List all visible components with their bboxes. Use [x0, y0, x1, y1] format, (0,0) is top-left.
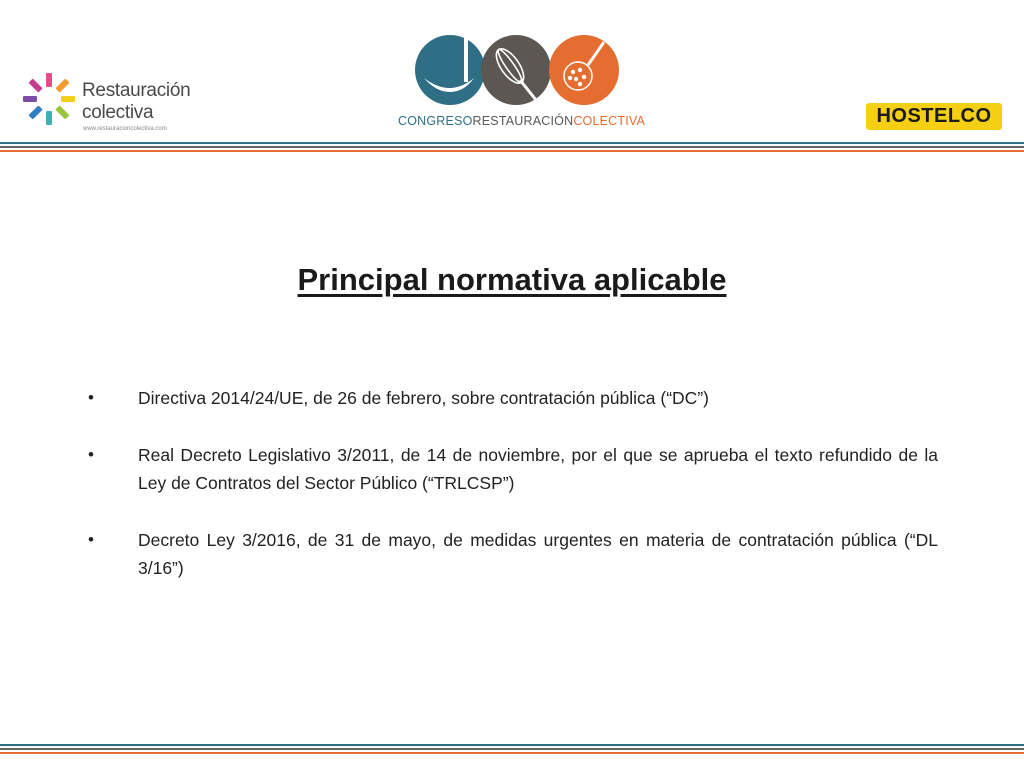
bullet-dot: • — [88, 445, 94, 464]
congreso-logo — [390, 28, 650, 132]
wordmark-part3: COLECTIVA — [573, 114, 646, 128]
logo-url: www.restauracioncolectiva.com — [83, 126, 167, 132]
congreso-circles — [412, 32, 628, 112]
bullet-item — [88, 526, 938, 582]
bullet-text: Directiva 2014/24/UE, de 26 de febrero, sobre contratación pública (“DC”) — [138, 388, 709, 408]
bullet-text: Real Decreto Legislativo 3/2011, de 14 de noviembre, por el que se aprueba el texto refundido de la Ley de Contratos del Sector Público (“TRLCSP”) — [138, 445, 938, 493]
ladle-icon — [415, 35, 485, 105]
bullet-item — [88, 441, 938, 497]
wordmark-part2: RESTAURACIÓN — [472, 114, 574, 128]
skimmer-icon — [549, 35, 619, 105]
restauracion-colectiva-logo — [20, 68, 191, 132]
logo-text-line1: Restauración — [82, 80, 191, 101]
bullet-dot: • — [88, 388, 94, 407]
congreso-wordmark — [398, 114, 645, 128]
bullet-item — [88, 384, 938, 412]
flower-icon — [20, 70, 78, 128]
whisk-icon — [481, 35, 551, 105]
slide-header — [0, 0, 1024, 160]
bottom-divider-stripes — [0, 744, 1024, 756]
top-divider-stripes — [0, 142, 1024, 154]
bullet-dot: • — [88, 530, 94, 549]
logo-text-line2: colectiva — [82, 102, 154, 123]
wordmark-part1: CONGRESO — [398, 114, 473, 128]
hostelco-logo: HOSTELCO — [866, 103, 1002, 130]
bullet-list — [88, 384, 938, 611]
bullet-text: Decreto Ley 3/2016, de 31 de mayo, de medidas urgentes en materia de contratación pública (“DL 3/16”) — [138, 530, 938, 578]
slide-title: Principal normativa aplicable — [297, 262, 727, 297]
